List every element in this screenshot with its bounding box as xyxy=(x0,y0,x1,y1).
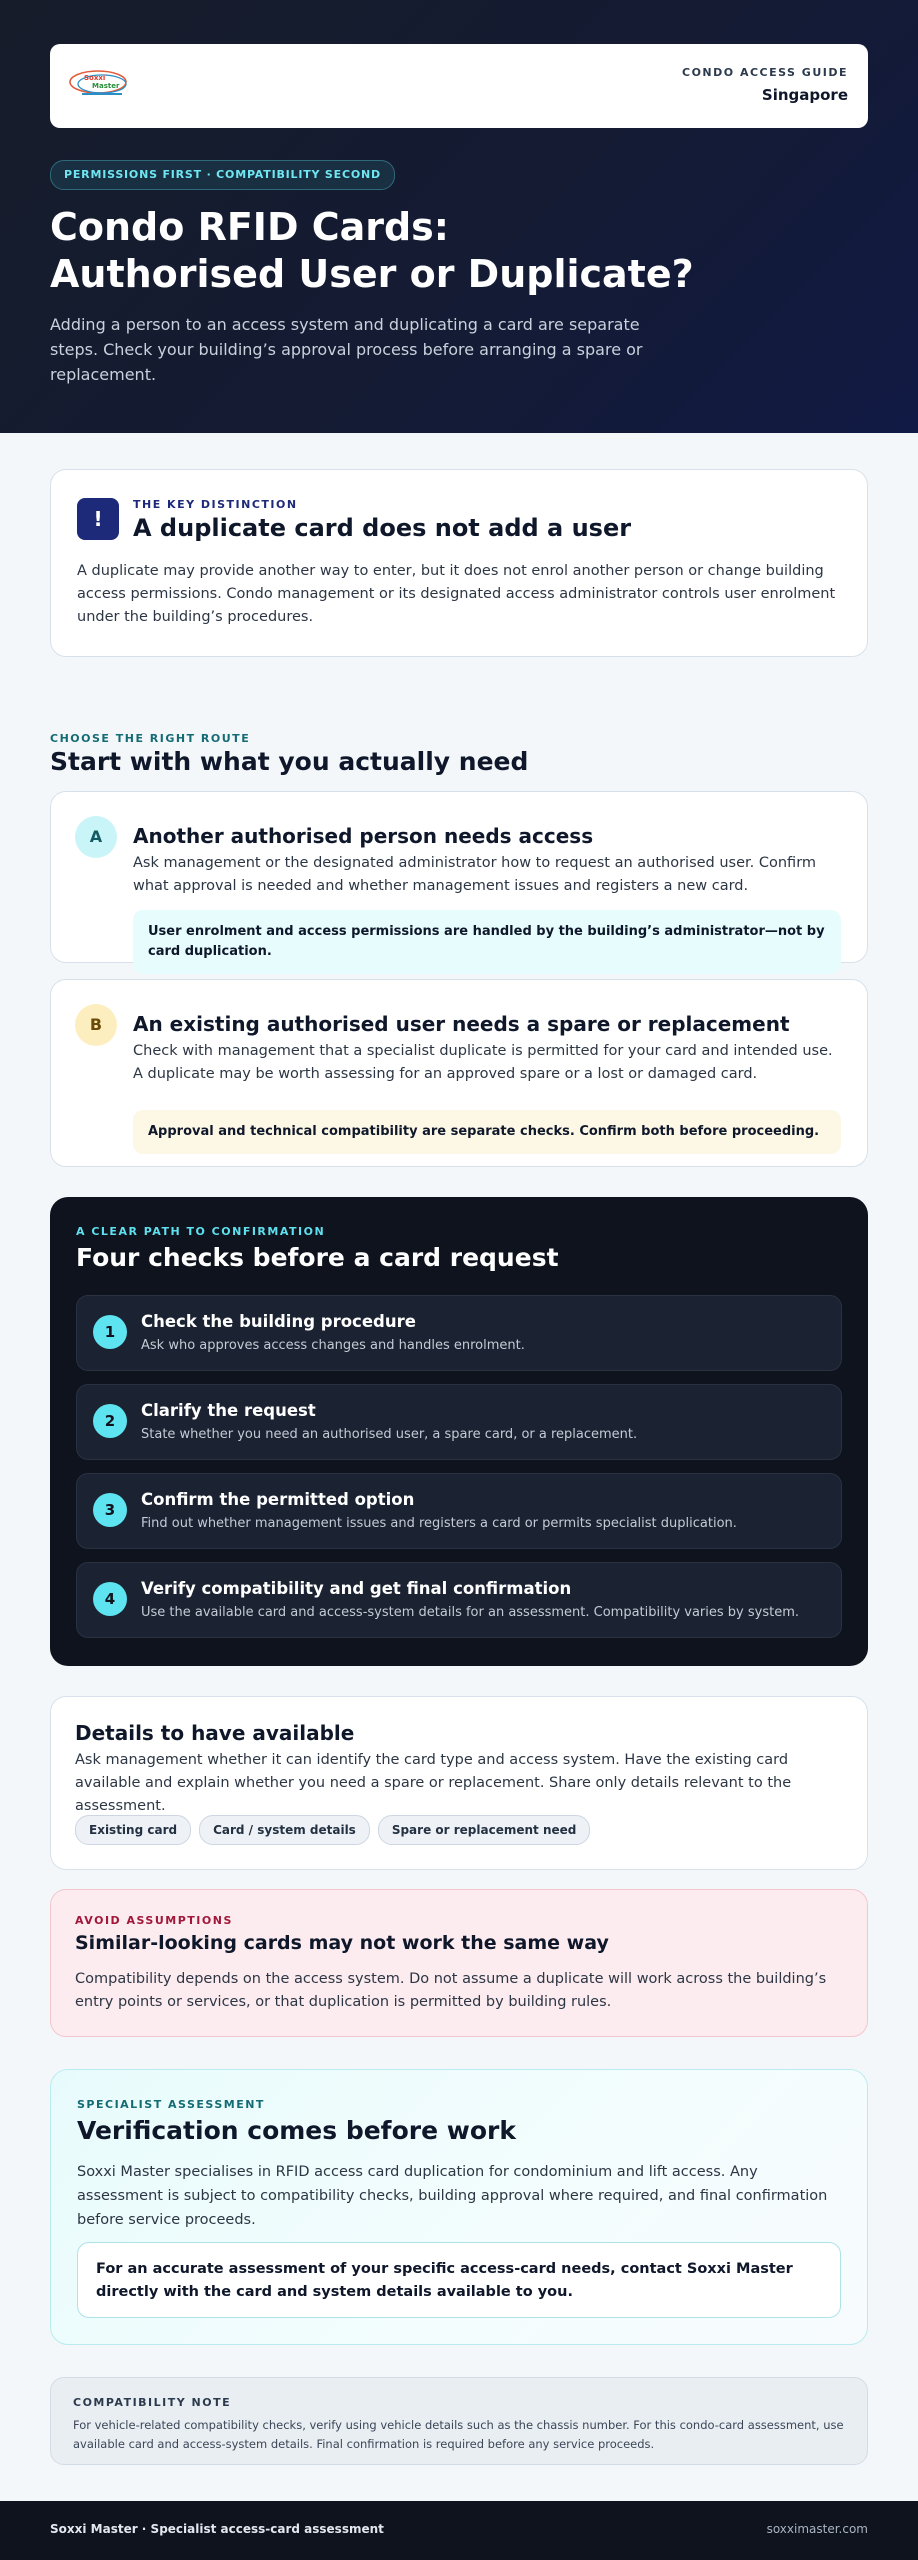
key-distinction-card xyxy=(50,469,868,657)
title-line-2: Authorised User or Duplicate? xyxy=(50,252,694,296)
route-b-title: An existing authorised user needs a spare or replacement xyxy=(133,1012,790,1036)
contact-cta-box: For an accurate assessment of your specific access-card needs, contact Soxxi Master directly with the card and system details available to you. xyxy=(77,2242,841,2318)
step-number: 4 xyxy=(93,1582,127,1616)
compatibility-note xyxy=(50,2377,868,2465)
route-a-note: User enrolment and access permissions are handled by the building’s administrator—not by card duplication. xyxy=(133,910,841,974)
warn-title: Similar-looking cards may not work the same way xyxy=(75,1932,609,1954)
warn-eyebrow: AVOID ASSUMPTIONS xyxy=(75,1914,233,1927)
page-title xyxy=(50,204,750,298)
routes-title: Start with what you actually need xyxy=(50,747,529,776)
footer-left: Soxxi Master · Specialist access-card assessment xyxy=(50,2522,384,2536)
footer xyxy=(0,2501,918,2560)
brand-bar xyxy=(50,44,868,128)
step-title: Confirm the permitted option xyxy=(141,1490,415,1509)
title-line-1: Condo RFID Cards: xyxy=(50,205,449,249)
checks-title: Four checks before a card request xyxy=(76,1243,559,1272)
four-checks-panel xyxy=(50,1197,868,1666)
details-title: Details to have available xyxy=(75,1721,355,1745)
details-body: Ask management whether it can identify the card type and access system. Have the existing card available and explain whether you need a spare or replacement. Share only details relevant to the assessment. xyxy=(75,1752,792,1814)
warn-body: Compatibility depends on the access system. Do not assume a duplicate will work across the building’s entry points or services, or that duplication is permitted by building rules. xyxy=(75,1971,827,2010)
specialist-body: Soxxi Master specialises in RFID access card duplication for condominium and lift access. Any assessment is subject to compatibility checks, building approval where required, and final confirmation before service proceeds. xyxy=(77,2164,828,2228)
compat-eyebrow: COMPATIBILITY NOTE xyxy=(73,2396,232,2409)
avoid-assumptions-card xyxy=(50,1889,868,2037)
key-eyebrow: THE KEY DISTINCTION xyxy=(133,498,298,511)
step-number: 2 xyxy=(93,1404,127,1438)
check-step xyxy=(76,1473,842,1549)
route-b-body: Check with management that a specialist duplicate is permitted for your card and intended use. A duplicate may be worth assessing for an approved spare or a lost or damaged card. xyxy=(133,1043,833,1082)
step-number: 3 xyxy=(93,1493,127,1527)
chip-card-system-details: Card / system details xyxy=(199,1815,370,1845)
step-number: 1 xyxy=(93,1315,127,1349)
step-title: Verify compatibility and get final confirmation xyxy=(141,1579,572,1598)
specialist-eyebrow: SPECIALIST ASSESSMENT xyxy=(77,2098,265,2111)
key-title: A duplicate card does not add a user xyxy=(133,514,632,542)
svg-text:Soxxi: Soxxi xyxy=(84,74,106,82)
check-step xyxy=(76,1562,842,1638)
routes-eyebrow: CHOOSE THE RIGHT ROUTE xyxy=(50,732,251,745)
step-description: State whether you need an authorised user, a spare card, or a replacement. xyxy=(141,1427,638,1442)
details-chips xyxy=(75,1815,598,1845)
chip-existing-card: Existing card xyxy=(75,1815,191,1845)
route-badge-a: A xyxy=(75,816,117,858)
details-card xyxy=(50,1696,868,1870)
compat-body: For vehicle-related compatibility checks, verify using vehicle details such as the chassis number. For this condo-card assessment, use available card and access-system details. Final confirmation is required before any service proceeds. xyxy=(73,2418,844,2451)
step-description: Use the available card and access-system details for an assessment. Compatibility varies by system. xyxy=(141,1605,799,1620)
step-description: Ask who approves access changes and handles enrolment. xyxy=(141,1338,525,1353)
alert-icon: ! xyxy=(77,498,119,540)
check-step xyxy=(76,1295,842,1371)
guide-city: Singapore xyxy=(761,86,848,104)
soxxi-master-logo[interactable] xyxy=(68,68,132,102)
hero-pill: PERMISSIONS FIRST · COMPATIBILITY SECOND xyxy=(50,160,395,190)
footer-website-link[interactable]: soxximaster.com xyxy=(766,2522,868,2536)
check-step xyxy=(76,1384,842,1460)
route-badge-b: B xyxy=(75,1004,117,1046)
route-a-title: Another authorised person needs access xyxy=(133,824,594,848)
route-b-note: Approval and technical compatibility are separate checks. Confirm both before proceeding. xyxy=(133,1110,841,1154)
svg-text:Master: Master xyxy=(92,82,120,90)
guide-label: CONDO ACCESS GUIDE xyxy=(682,66,848,79)
key-body: A duplicate may provide another way to enter, but it does not enrol another person or change building access permissions. Condo management or its designated access administrator controls user enrolment under the building’s procedures. xyxy=(77,563,836,625)
checks-eyebrow: A CLEAR PATH TO CONFIRMATION xyxy=(76,1225,326,1238)
route-card-a xyxy=(50,791,868,963)
specialist-title: Verification comes before work xyxy=(77,2116,516,2145)
hero-section xyxy=(0,0,918,433)
step-title: Check the building procedure xyxy=(141,1312,416,1331)
hero-subtitle: Adding a person to an access system and duplicating a card are separate steps. Check your building’s approval process before arranging a spare or replacement. xyxy=(50,315,643,384)
step-title: Clarify the request xyxy=(141,1401,316,1420)
specialist-assessment-card xyxy=(50,2069,868,2345)
route-card-b xyxy=(50,979,868,1167)
chip-spare-replacement: Spare or replacement need xyxy=(378,1815,591,1845)
step-description: Find out whether management issues and registers a card or permits specialist duplication. xyxy=(141,1516,737,1531)
route-a-body: Ask management or the designated administrator how to request an authorised user. Confirm what approval is needed and whether management issues and registers a new card. xyxy=(133,855,817,894)
